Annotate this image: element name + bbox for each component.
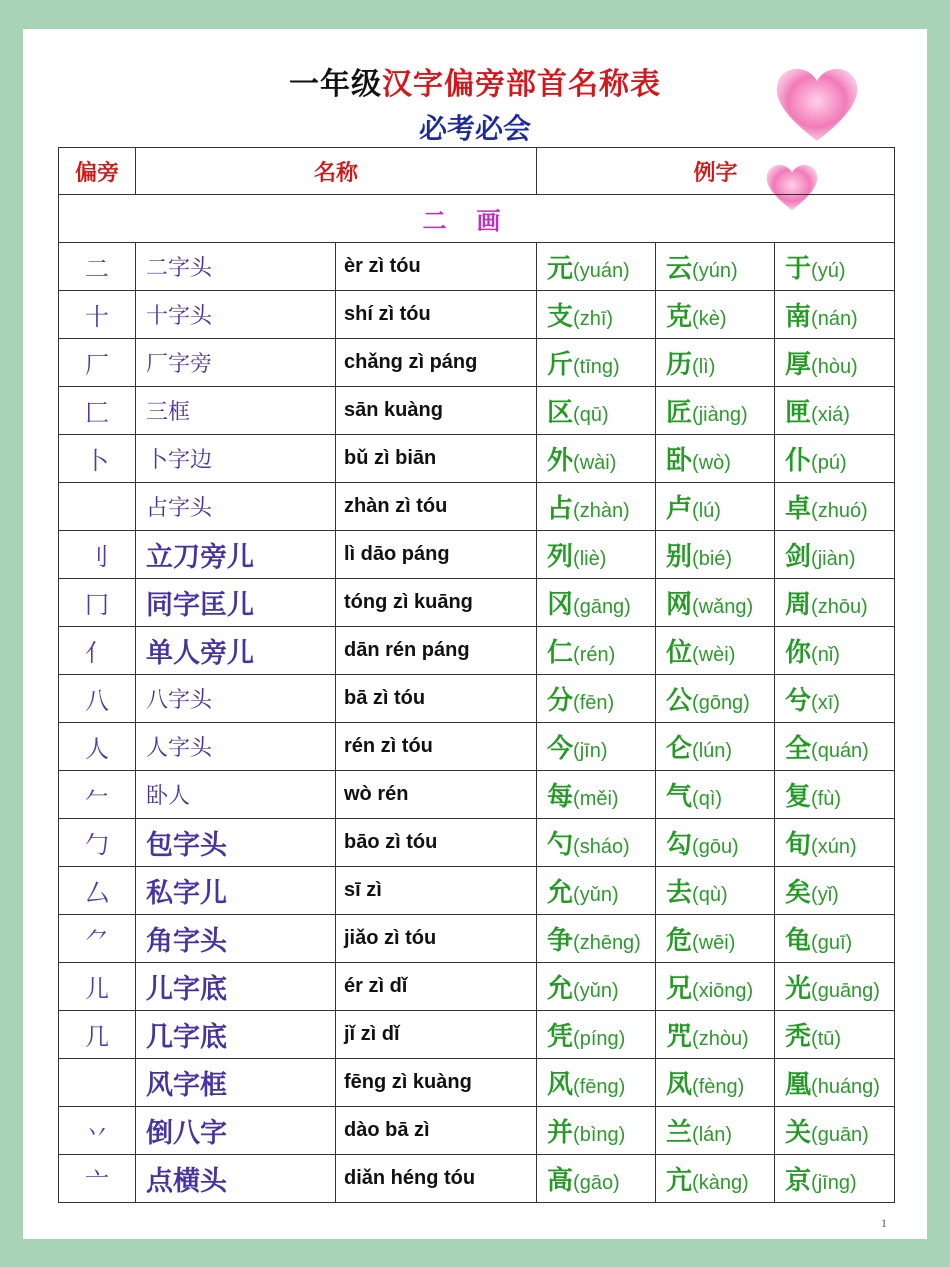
table-row [59,675,895,723]
example-character: 关 [785,1118,812,1148]
radical-pinyin-cell: chǎng zì páng [336,339,537,387]
example-pinyin: (bié) [692,548,733,570]
radical-name-cell: 角字头 [136,915,336,963]
heart-icon [771,62,863,146]
example-pinyin: (qū) [573,404,609,426]
radical-cell: 十 [59,291,136,339]
example-character: 凭 [547,1022,574,1052]
radical-name-cell: 倒八字 [136,1107,336,1155]
title-grade: 一年级 [289,67,382,102]
example-cell [775,291,895,339]
radical-pinyin-cell: tóng zì kuāng [336,579,537,627]
example-character: 外 [547,446,574,476]
example-pinyin: (fēn) [573,692,615,714]
header-name: 名称 [136,148,537,195]
example-cell [656,915,775,963]
example-pinyin: (nán) [811,308,858,330]
example-character: 卧 [666,446,693,476]
radical-cell: 刂 [59,531,136,579]
radical-cell: 𠂉 [59,771,136,819]
radical-pinyin-cell: shí zì tóu [336,291,537,339]
example-character: 支 [547,302,574,332]
example-cell [656,1107,775,1155]
table-row [59,339,895,387]
table-row [59,483,895,531]
radical-name-cell: 立刀旁儿 [136,531,336,579]
example-cell [775,1059,895,1107]
radical-pinyin-cell: bā zì tóu [336,675,537,723]
radical-name-cell: 八字头 [136,675,336,723]
example-cell [656,963,775,1011]
example-cell [656,291,775,339]
example-cell [537,243,656,291]
example-character: 仑 [666,734,693,764]
example-character: 凤 [666,1070,693,1100]
example-cell [656,627,775,675]
example-character: 别 [666,542,693,572]
example-pinyin: (yuán) [573,260,630,282]
title-main: 汉字偏旁部首名称表 [382,67,661,102]
example-pinyin: (jīng) [811,1172,857,1194]
example-pinyin: (wò) [692,452,731,474]
example-cell [656,243,775,291]
example-pinyin: (xún) [811,836,857,858]
example-pinyin: (wài) [573,452,617,474]
example-pinyin: (lún) [692,740,733,762]
example-cell [775,1155,895,1203]
example-pinyin: (kè) [692,308,727,330]
example-pinyin: (pú) [811,452,847,474]
example-character: 去 [666,878,693,908]
radical-pinyin-cell: jiǎo zì tóu [336,915,537,963]
example-pinyin: (guān) [811,1124,869,1146]
example-character: 厚 [785,350,812,380]
example-pinyin: (zhōu) [811,596,868,618]
example-pinyin: (lì) [692,356,716,378]
example-character: 允 [547,878,574,908]
example-cell [656,339,775,387]
radical-name-cell: 占字头 [136,483,336,531]
example-pinyin: (yǐ) [811,884,839,906]
example-character: 光 [785,974,812,1004]
example-pinyin: (guāng) [811,980,880,1002]
example-cell [656,483,775,531]
example-character: 匣 [785,398,812,428]
example-character: 勾 [666,830,693,860]
example-cell [775,387,895,435]
table-row [59,963,895,1011]
example-cell [775,819,895,867]
example-cell [537,1059,656,1107]
example-pinyin: (zhòu) [692,1028,749,1050]
example-character: 历 [666,350,693,380]
radical-name-cell: 同字匡儿 [136,579,336,627]
example-cell [775,1011,895,1059]
radical-pinyin-cell: èr zì tóu [336,243,537,291]
radical-cell: 亻 [59,627,136,675]
example-character: 旬 [785,830,812,860]
radical-pinyin-cell: dào bā zì [336,1107,537,1155]
radical-pinyin-cell: wò rén [336,771,537,819]
example-cell [775,1107,895,1155]
radical-cell: ⺈ [59,915,136,963]
example-cell [775,771,895,819]
example-cell [537,435,656,483]
radical-pinyin-cell: dān rén páng [336,627,537,675]
radical-cell [59,1059,136,1107]
radical-cell: 厶 [59,867,136,915]
example-character: 高 [547,1166,574,1196]
example-character: 矣 [785,878,812,908]
radical-name-cell: 几字底 [136,1011,336,1059]
example-cell [775,531,895,579]
example-character: 风 [547,1070,574,1100]
radical-cell [59,483,136,531]
table-row [59,1155,895,1203]
example-pinyin: (lú) [692,500,721,522]
radical-name-cell: 点横头 [136,1155,336,1203]
example-pinyin: (xī) [811,692,840,714]
example-cell [775,915,895,963]
example-cell [656,723,775,771]
example-cell [537,771,656,819]
example-character: 元 [547,254,574,284]
example-pinyin: (píng) [573,1028,626,1050]
example-cell [656,867,775,915]
example-pinyin: (yún) [692,260,738,282]
example-cell [537,1011,656,1059]
table-row [59,915,895,963]
example-pinyin: (qù) [692,884,728,906]
example-cell [537,291,656,339]
table-row [59,723,895,771]
table-row [59,1011,895,1059]
example-pinyin: (wǎng) [692,596,754,618]
radical-cell: 八 [59,675,136,723]
example-character: 兰 [666,1118,693,1148]
example-cell [775,723,895,771]
example-cell [656,819,775,867]
table-row [59,771,895,819]
example-character: 危 [666,926,693,956]
radical-pinyin-cell: bǔ zì biān [336,435,537,483]
table-row [59,243,895,291]
example-character: 争 [547,926,574,956]
worksheet-page [23,29,927,1239]
table-row [59,1059,895,1107]
example-pinyin: (hòu) [811,356,858,378]
example-cell [775,867,895,915]
table-row [59,1107,895,1155]
example-character: 卓 [785,494,812,524]
example-cell [537,579,656,627]
radical-pinyin-cell: diǎn héng tóu [336,1155,537,1203]
example-character: 凰 [785,1070,812,1100]
radical-pinyin-cell: rén zì tóu [336,723,537,771]
radical-pinyin-cell: bāo zì tóu [336,819,537,867]
example-character: 公 [666,686,693,716]
radical-pinyin-cell: lì dāo páng [336,531,537,579]
example-cell [537,675,656,723]
page-subtitle: 必考必会 [418,112,531,145]
table-row [59,819,895,867]
section-label: 二画 [59,195,895,243]
table-header-row [59,148,895,195]
example-pinyin: (wēi) [692,932,736,954]
example-character: 列 [547,542,574,572]
example-pinyin: (rén) [573,644,616,666]
table-row [59,627,895,675]
table-row [59,291,895,339]
radical-pinyin-cell: jǐ zì dǐ [336,1011,537,1059]
example-cell [775,963,895,1011]
example-pinyin: (zhī) [573,308,614,330]
radical-cell: 卜 [59,435,136,483]
example-character: 你 [785,638,812,668]
radical-name-cell: 卧人 [136,771,336,819]
radical-pinyin-cell: sān kuàng [336,387,537,435]
example-character: 咒 [666,1022,693,1052]
example-character: 周 [785,590,812,620]
example-pinyin: (yǔn) [573,884,619,906]
example-cell [656,771,775,819]
example-cell [537,1107,656,1155]
radical-pinyin-cell: fēng zì kuàng [336,1059,537,1107]
example-cell [775,339,895,387]
example-character: 冈 [547,590,574,620]
example-cell [656,531,775,579]
example-pinyin: (jiàn) [811,548,856,570]
example-pinyin: (gāo) [573,1172,620,1194]
example-character: 亢 [666,1166,693,1196]
example-pinyin: (tū) [811,1028,842,1050]
example-character: 气 [666,782,693,812]
table-row [59,579,895,627]
example-pinyin: (fēng) [573,1076,626,1098]
example-character: 于 [785,254,812,284]
radical-name-cell: 十字头 [136,291,336,339]
radical-cell: 亠 [59,1155,136,1203]
table-row [59,867,895,915]
example-cell [537,339,656,387]
example-pinyin: (quán) [811,740,869,762]
radical-name-cell: 人字头 [136,723,336,771]
example-cell [537,723,656,771]
radical-name-cell: 风字框 [136,1059,336,1107]
example-pinyin: (bìng) [573,1124,626,1146]
example-cell [656,435,775,483]
example-character: 卢 [666,494,693,524]
example-pinyin: (gōu) [692,836,739,858]
example-pinyin: (zhēng) [573,932,641,954]
example-cell [537,387,656,435]
example-cell [775,627,895,675]
radical-name-cell: 儿字底 [136,963,336,1011]
example-pinyin: (qì) [692,788,723,810]
radical-cell: 冂 [59,579,136,627]
example-pinyin: (gōng) [692,692,750,714]
example-character: 南 [785,302,812,332]
example-cell [537,867,656,915]
example-cell [537,963,656,1011]
example-character: 龟 [785,926,812,956]
radical-name-cell: 二字头 [136,243,336,291]
table-row [59,435,895,483]
example-pinyin: (nǐ) [811,644,840,666]
example-character: 允 [547,974,574,1004]
example-cell [656,579,775,627]
radical-cell: 匚 [59,387,136,435]
example-character: 匠 [666,398,693,428]
example-character: 兮 [785,686,812,716]
example-cell [537,483,656,531]
example-cell [656,1011,775,1059]
example-pinyin: (huáng) [811,1076,880,1098]
example-cell [537,819,656,867]
radical-name-cell: 包字头 [136,819,336,867]
radical-name-cell: 私字儿 [136,867,336,915]
example-cell [656,387,775,435]
example-character: 剑 [785,542,812,572]
radical-pinyin-cell: sī zì [336,867,537,915]
example-character: 位 [666,638,693,668]
example-pinyin: (fù) [811,788,842,810]
example-pinyin: (lán) [692,1124,733,1146]
example-character: 勺 [547,830,574,860]
example-character: 网 [666,590,693,620]
example-pinyin: (zhàn) [573,500,630,522]
radical-name-cell: 卜字边 [136,435,336,483]
example-pinyin: (jīn) [573,740,608,762]
example-pinyin: (zhuó) [811,500,868,522]
example-cell [537,627,656,675]
example-pinyin: (kàng) [692,1172,749,1194]
example-character: 克 [666,302,693,332]
example-cell [775,483,895,531]
example-pinyin: (yǔn) [573,980,619,1002]
example-character: 秃 [785,1022,812,1052]
header-radical: 偏旁 [59,148,136,195]
page-number: 1 [881,1216,887,1230]
example-character: 区 [547,398,574,428]
radical-name-cell: 厂字旁 [136,339,336,387]
example-pinyin: (liè) [573,548,607,570]
example-character: 全 [785,734,812,764]
example-cell [775,675,895,723]
radical-cell: 人 [59,723,136,771]
example-cell [537,915,656,963]
example-character: 每 [547,782,574,812]
example-pinyin: (wèi) [692,644,736,666]
radical-cell: 儿 [59,963,136,1011]
example-character: 仁 [547,638,574,668]
example-cell [656,1059,775,1107]
radical-pinyin-cell: ér zì dǐ [336,963,537,1011]
example-pinyin: (guī) [811,932,853,954]
example-character: 斤 [547,350,574,380]
example-pinyin: (xiá) [811,404,850,426]
example-character: 复 [785,782,812,812]
example-cell [775,435,895,483]
example-cell [537,1155,656,1203]
example-character: 并 [547,1118,574,1148]
radical-cell: 几 [59,1011,136,1059]
example-pinyin: (xiōng) [692,980,754,1002]
example-pinyin: (měi) [573,788,619,810]
header-examples: 例字 [537,148,895,195]
example-pinyin: (sháo) [573,836,630,858]
example-character: 云 [666,254,693,284]
example-pinyin: (fèng) [692,1076,745,1098]
table-row [59,387,895,435]
radical-cell: 二 [59,243,136,291]
radical-cell: 勹 [59,819,136,867]
example-character: 占 [547,494,574,524]
example-cell [656,1155,775,1203]
example-cell [775,243,895,291]
example-character: 分 [547,686,574,716]
example-cell [775,579,895,627]
example-pinyin: (yú) [811,260,846,282]
radical-name-cell: 单人旁儿 [136,627,336,675]
radical-pinyin-cell: zhàn zì tóu [336,483,537,531]
example-character: 兄 [666,974,693,1004]
radical-name-cell: 三框 [136,387,336,435]
table-row [59,531,895,579]
section-row [59,195,895,243]
radical-table [58,147,895,1203]
radical-cell: 厂 [59,339,136,387]
example-character: 今 [547,734,574,764]
example-pinyin: (tīng) [573,356,620,378]
radical-cell: 丷 [59,1107,136,1155]
example-cell [537,531,656,579]
example-pinyin: (gāng) [573,596,631,618]
example-cell [656,675,775,723]
example-character: 仆 [785,446,812,476]
example-character: 京 [785,1166,812,1196]
example-pinyin: (jiàng) [692,404,748,426]
